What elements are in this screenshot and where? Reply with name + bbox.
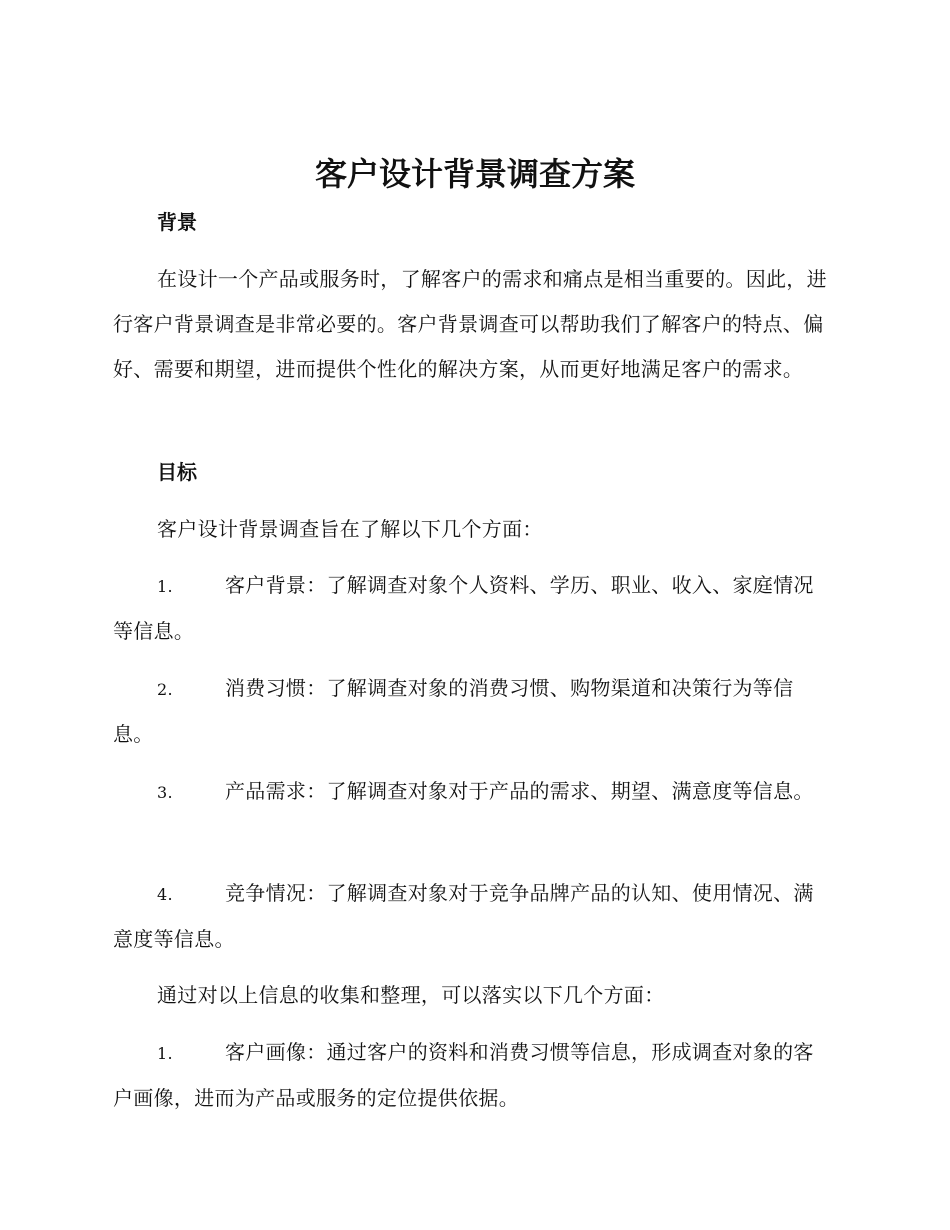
goal-outro-paragraph: 通过对以上信息的收集和整理，可以落实以下几个方面： [157,983,665,1007]
goal-list-item [113,871,833,962]
goal-list-item [113,563,833,654]
list-item-text: 客户背景：了解调查对象个人资料、学历、职业、收入、家庭情况等信息。 [113,573,814,643]
list-item-number: 1. [157,1044,173,1063]
outcome-list-item [113,1030,833,1121]
goal-intro-paragraph: 客户设计背景调查旨在了解以下几个方面： [157,517,543,541]
document-title: 客户设计背景调查方案 [314,155,635,193]
list-item-number: 4. [157,885,173,904]
goal-list-item [113,769,833,815]
list-item-text: 客户画像：通过客户的资料和消费习惯等信息，形成调查对象的客户画像，进而为产品或服务的定位提供依据。 [113,1040,814,1110]
list-item-text: 消费习惯：了解调查对象的消费习惯、购物渠道和决策行为等信息。 [113,676,794,746]
section-heading-goal: 目标 [157,460,197,484]
goal-list-item [113,666,833,757]
list-item-text: 产品需求：了解调查对象对于产品的需求、期望、满意度等信息。 [225,779,814,803]
list-item-number: 2. [157,680,173,699]
list-item-text: 竞争情况：了解调查对象对于竞争品牌产品的认知、使用情况、满意度等信息。 [113,881,814,951]
section-heading-background: 背景 [157,210,197,234]
list-item-number: 1. [157,577,173,596]
background-paragraph: 在设计一个产品或服务时，了解客户的需求和痛点是相当重要的。因此，进行客户背景调查是非常必要的。客户背景调查可以帮助我们了解客户的特点、偏好、需要和期望，进而提供个性化的解决方案，从而更好地满足客户的需求。 [113,267,827,381]
list-item-number: 3. [157,783,173,802]
